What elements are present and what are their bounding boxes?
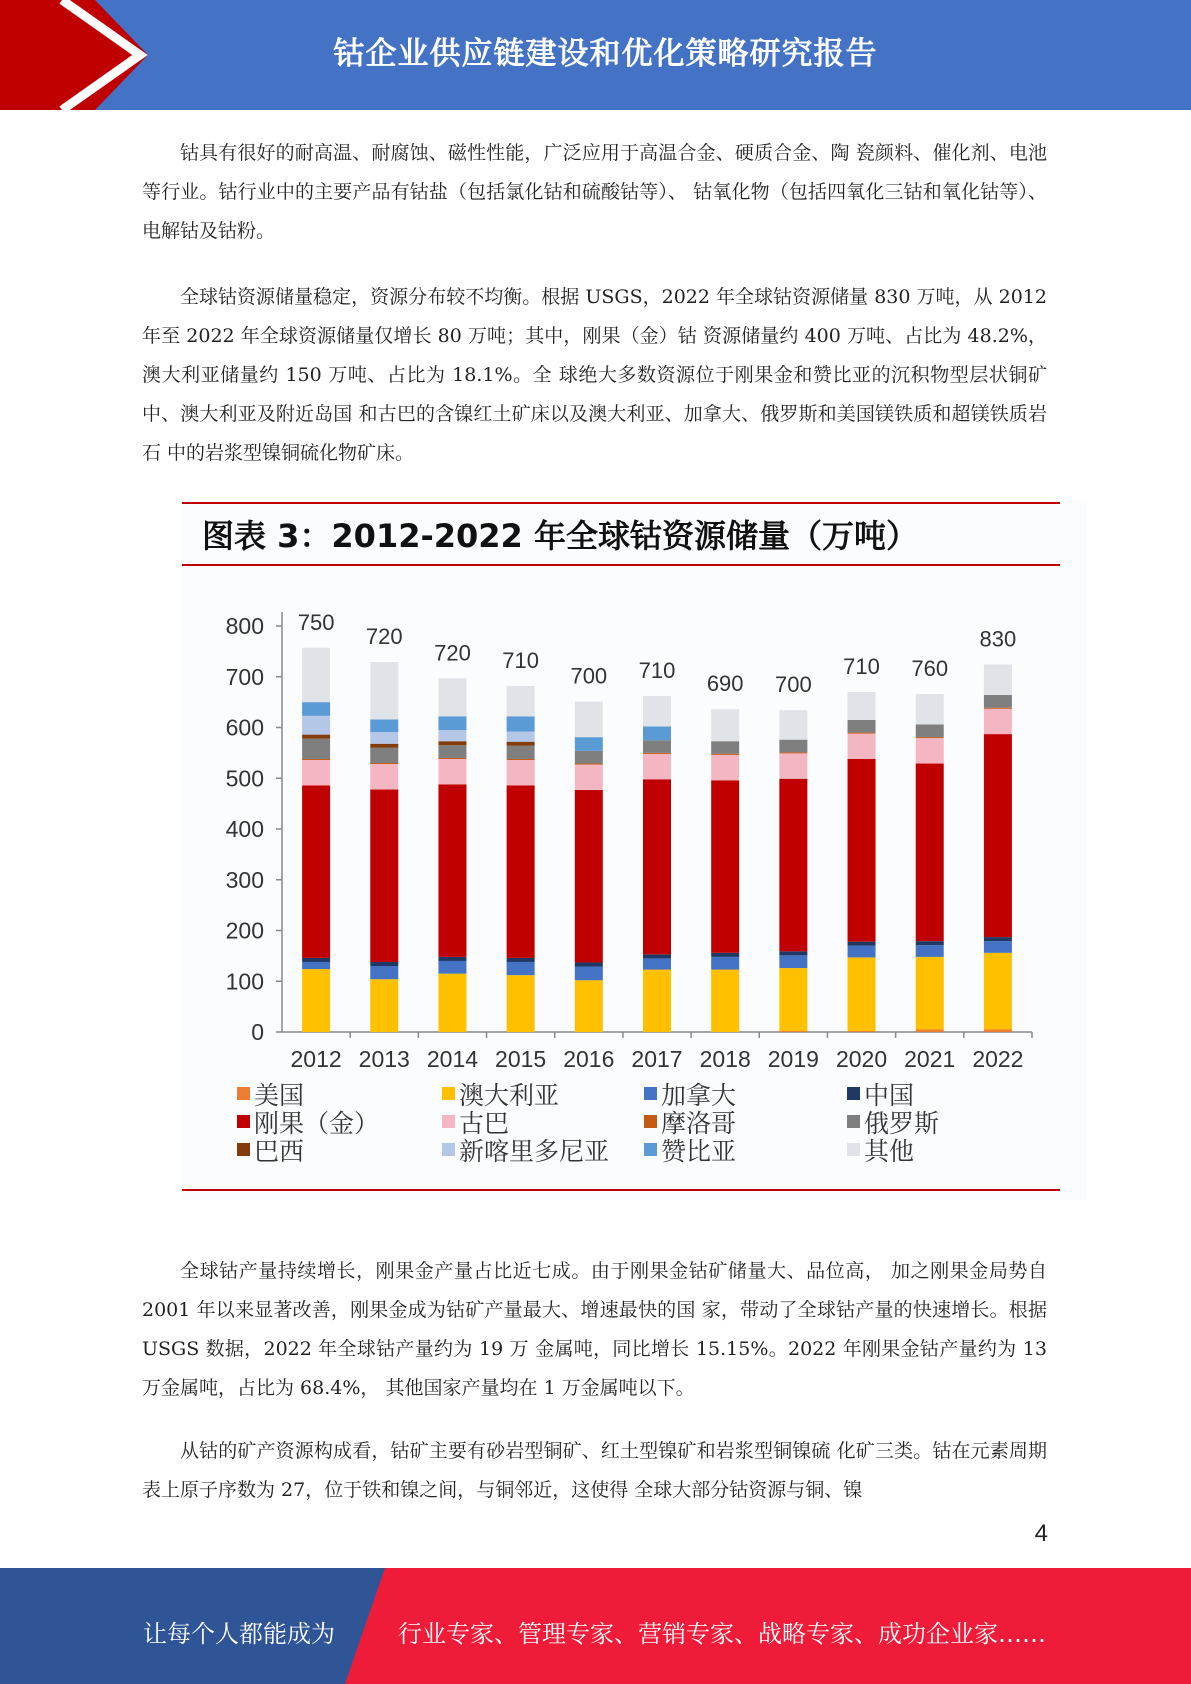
bar-segment	[438, 730, 466, 741]
bar-total-label: 710	[502, 647, 539, 673]
bar-segment	[507, 759, 535, 760]
bar-segment	[848, 1031, 876, 1032]
bar-segment	[575, 962, 603, 966]
bar-total-label: 750	[297, 609, 335, 635]
bar-segment	[711, 953, 739, 957]
chart-title: 图表 3：2012-2022 年全球钴资源储量（万吨）	[202, 517, 918, 555]
bar-segment	[916, 737, 944, 738]
bar-segment	[370, 748, 398, 763]
bar-segment	[438, 759, 466, 784]
x-tick-label: 2019	[767, 1046, 819, 1072]
bar-segment	[507, 785, 535, 958]
bar-total-label: 760	[911, 656, 949, 682]
bar-segment	[438, 758, 466, 759]
bar-segment	[370, 719, 398, 732]
paragraph-2: 全球钴资源储量稳定，资源分布较不均衡。根据 USGS，2022 年全球钴资源储量 830 万吨，从 2012 年至 2022 年全球资源储量仅增长 80 万吨；其中，刚果（金）钴 资源储量约 400 万吨、占比为 48.2%，澳大利亚储量约 150 万吨、占比为 18.1%。全 球绝大多数资源位于刚果金和赞比亚的沉积物型层状铜矿中、澳大利亚及附近岛国 和古巴的含镍红土矿床以及澳大利亚、加拿大、俄罗斯和美国镁铁质和超镁铁质岩石 中的岩浆型镍铜硫化物矿床。	[142, 286, 1047, 464]
bar-segment	[575, 790, 603, 963]
legend-swatch	[237, 1087, 250, 1100]
page-footer	[0, 1568, 1191, 1684]
y-tick-label: 0	[251, 1019, 264, 1045]
bar-segment	[438, 678, 466, 716]
bar-segment	[438, 974, 466, 1032]
bar-segment	[575, 765, 603, 790]
bar-segment	[643, 754, 671, 779]
legend-swatch	[847, 1143, 860, 1156]
bar-segment	[438, 745, 466, 758]
bar-total-label: 830	[979, 626, 1017, 652]
bar-segment	[643, 958, 671, 969]
bar-segment	[916, 945, 944, 957]
bar-segment	[916, 941, 944, 945]
y-tick-label: 800	[225, 613, 264, 639]
legend-label: 其他	[864, 1137, 915, 1166]
legend-swatch	[442, 1143, 455, 1156]
bar-segment	[302, 785, 330, 958]
bar-segment	[302, 958, 330, 962]
bar-segment	[848, 957, 876, 1031]
bar-segment	[370, 966, 398, 979]
footer-slogan-right: 行业专家、管理专家、营销专家、战略专家、成功企业家……	[398, 1620, 1046, 1648]
legend-swatch	[237, 1143, 250, 1156]
x-tick-label: 2015	[495, 1046, 547, 1072]
bar-segment	[984, 708, 1012, 709]
bar-segment	[507, 716, 535, 731]
bar-segment	[916, 1029, 944, 1032]
bar-segment	[779, 951, 807, 955]
page-number: 4	[1034, 1520, 1048, 1547]
bar-segment	[438, 961, 466, 974]
bar-segment	[302, 702, 330, 716]
bar-segment	[984, 937, 1012, 941]
legend-swatch	[237, 1115, 250, 1128]
bar-segment	[643, 954, 671, 958]
bar-total-label: 720	[434, 640, 471, 666]
bar-segment	[711, 754, 739, 755]
y-tick-label: 700	[225, 663, 264, 690]
bar-segment	[302, 648, 330, 702]
bar-segment	[575, 737, 603, 751]
chart-svg	[182, 500, 1087, 1200]
bar-total-label: 710	[843, 653, 880, 679]
bar-segment	[575, 764, 603, 765]
bar-segment	[302, 759, 330, 760]
bar-segment	[438, 784, 466, 957]
cobalt-reserves-chart	[182, 500, 1087, 1200]
x-tick-label: 2022	[972, 1046, 1024, 1072]
x-tick-label: 2017	[631, 1046, 683, 1072]
bar-segment	[779, 752, 807, 753]
bar-total-label: 700	[775, 672, 812, 698]
bar-segment	[779, 740, 807, 753]
bar-segment	[643, 753, 671, 754]
bar-segment	[916, 694, 944, 724]
bar-segment	[711, 741, 739, 754]
bar-segment	[575, 702, 603, 738]
bar-segment	[370, 744, 398, 748]
bar-total-label: 690	[706, 671, 744, 697]
bar-segment	[711, 780, 739, 953]
bar-segment	[575, 751, 603, 764]
legend-label: 巴西	[254, 1137, 305, 1166]
x-tick-label: 2012	[290, 1046, 342, 1072]
bar-segment	[848, 734, 876, 759]
bar-segment	[507, 760, 535, 785]
bar-segment	[438, 957, 466, 961]
bar-segment	[643, 696, 671, 726]
bar-segment	[370, 764, 398, 789]
y-tick-label: 600	[225, 714, 264, 741]
paragraph-4: 从钴的矿产资源构成看，钴矿主要有砂岩型铜矿、红土型镍矿和岩浆型铜镍硫 化矿三类。钴在元素周期表上原子序数为 27，位于铁和镍之间，与铜邻近，这使得 全球大部分钴资源与铜、镍	[142, 1440, 1047, 1501]
bar-segment	[779, 1031, 807, 1032]
legend-label: 加拿大	[661, 1081, 737, 1110]
bar-segment	[848, 759, 876, 942]
x-tick-label: 2018	[699, 1046, 751, 1072]
bar-segment	[302, 735, 330, 739]
bar-segment	[507, 746, 535, 759]
legend-swatch	[644, 1087, 657, 1100]
report-title: 钴企业供应链建设和优化策略研究报告	[333, 36, 878, 72]
legend-label: 新喀里多尼亚	[459, 1137, 610, 1166]
bar-segment	[370, 662, 398, 719]
y-tick-label: 300	[225, 866, 264, 893]
x-tick-label: 2020	[835, 1046, 888, 1072]
bar-segment	[643, 740, 671, 753]
y-tick-label: 500	[225, 765, 264, 792]
x-tick-label: 2013	[358, 1046, 410, 1072]
legend-swatch	[644, 1115, 657, 1128]
bar-segment	[848, 946, 876, 958]
bar-segment	[848, 720, 876, 733]
bar-segment	[984, 953, 1012, 1030]
page-header	[0, 0, 1191, 110]
bar-segment	[916, 957, 944, 1030]
bar-segment	[507, 962, 535, 975]
x-tick-label: 2014	[426, 1046, 479, 1072]
bar-total-label: 720	[365, 624, 403, 650]
bar-segment	[438, 741, 466, 745]
legend-swatch	[847, 1087, 860, 1100]
bar-segment	[370, 789, 398, 962]
y-tick-label: 200	[225, 917, 264, 944]
bar-segment	[575, 967, 603, 981]
bar-segment	[984, 734, 1012, 937]
x-tick-label: 2021	[904, 1046, 956, 1072]
bar-segment	[916, 764, 944, 942]
bar-segment	[779, 779, 807, 952]
x-tick-label: 2016	[563, 1046, 615, 1072]
bar-segment	[302, 969, 330, 1032]
bar-segment	[984, 1029, 1012, 1032]
bar-segment	[779, 753, 807, 778]
bar-segment	[779, 710, 807, 739]
bar-segment	[370, 763, 398, 764]
legend-swatch	[442, 1115, 455, 1128]
legend-label: 摩洛哥	[661, 1109, 737, 1138]
bar-segment	[916, 724, 944, 737]
y-tick-label: 100	[225, 968, 264, 995]
bar-segment	[438, 716, 466, 730]
bar-segment	[302, 962, 330, 969]
legend-label: 俄罗斯	[864, 1109, 940, 1138]
bar-segment	[643, 970, 671, 1032]
bar-segment	[643, 779, 671, 954]
bar-total-label: 710	[638, 658, 676, 684]
bar-segment	[507, 732, 535, 742]
bar-segment	[711, 755, 739, 780]
legend-label: 澳大利亚	[459, 1081, 560, 1110]
legend-label: 赞比亚	[661, 1137, 737, 1166]
legend-swatch	[847, 1115, 860, 1128]
bar-segment	[711, 709, 739, 741]
bar-segment	[507, 742, 535, 746]
legend-label: 古巴	[459, 1109, 510, 1138]
bar-segment	[984, 709, 1012, 734]
y-tick-label: 400	[225, 816, 264, 842]
paragraph-3: 全球钴产量持续增长，刚果金产量占比近七成。由于刚果金钴矿储量大、品位高， 加之刚果金局势自 2001 年以来显著改善，刚果金成为钴矿产量最大、增速最快的国 家，带动了全球钴产量的快速增长。根据 USGS 数据，2022 年全球钴产量约为 19 万 金属吨，同比增长 15.15%。2022 年刚果金钴产量约为 13 万金属吨，占比为 68.4%， 其他国家产量均在 1 万金属吨以下。	[142, 1260, 1047, 1399]
legend-label: 美国	[254, 1081, 305, 1110]
bar-segment	[916, 738, 944, 763]
bar-segment	[984, 665, 1012, 695]
paragraph-1: 钴具有很好的耐高温、耐腐蚀、磁性性能，广泛应用于高温合金、硬质合金、陶 瓷颜料、催化剂、电池等行业。钴行业中的主要产品有钴盐（包括氯化钴和硫酸钴等）、 钴氧化物（包括四氧化三钴和氧化钴等）、电解钴及钴粉。	[142, 142, 1047, 242]
bar-segment	[779, 955, 807, 968]
bar-segment	[302, 739, 330, 759]
bar-segment	[848, 942, 876, 946]
bar-segment	[779, 968, 807, 1031]
bar-segment	[507, 975, 535, 1032]
legend-swatch	[644, 1143, 657, 1156]
bar-segment	[711, 970, 739, 1032]
bar-segment	[507, 686, 535, 716]
legend-label: 刚果（金）	[254, 1109, 380, 1138]
bar-segment	[848, 733, 876, 734]
bar-segment	[984, 941, 1012, 953]
legend-swatch	[442, 1087, 455, 1100]
bar-segment	[507, 958, 535, 962]
bar-segment	[711, 957, 739, 970]
bar-segment	[984, 695, 1012, 708]
bar-segment	[370, 979, 398, 1032]
bar-segment	[302, 760, 330, 785]
bar-segment	[848, 692, 876, 720]
footer-slogan-left: 让每个人都能成为	[143, 1620, 335, 1648]
bar-segment	[370, 962, 398, 966]
bar-total-label: 700	[570, 663, 608, 689]
bar-segment	[643, 726, 671, 740]
bar-segment	[370, 732, 398, 744]
bar-segment	[302, 716, 330, 735]
bar-segment	[575, 980, 603, 1032]
legend-label: 中国	[864, 1081, 915, 1110]
